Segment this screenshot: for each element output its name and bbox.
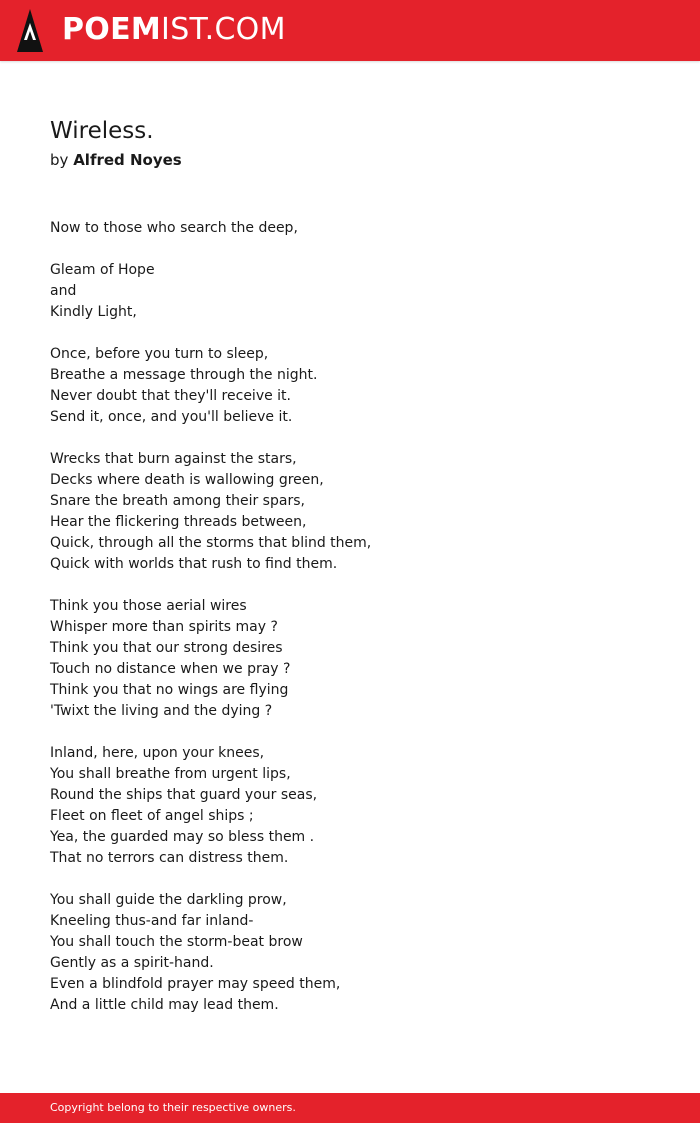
poem-stanza [50, 890, 670, 1016]
poem-line: Gleam of Hope [50, 262, 155, 278]
poem-line: Hear the flickering threads between, [50, 514, 307, 530]
byline [50, 148, 650, 172]
by-label: by [50, 151, 69, 169]
poem-body [50, 218, 670, 1037]
poem-line: Gently as a spirit-hand. [50, 955, 214, 971]
poem-line: Breathe a message through the night. [50, 367, 318, 383]
poem-line: Fleet on fleet of angel ships ; [50, 808, 254, 824]
poem-stanza [50, 218, 670, 239]
poem-line: Never doubt that they'll receive it. [50, 388, 292, 404]
poem-line: Think you that no wings are flying [50, 682, 289, 698]
poem-header [50, 117, 650, 172]
poem-line: Whisper more than spirits may ? [50, 619, 278, 635]
site-logo[interactable] [62, 12, 286, 48]
poem-line: Round the ships that guard your seas, [50, 787, 318, 803]
poem-line: Once, before you turn to sleep, [50, 346, 269, 362]
poem-line: Think you that our strong desires [50, 640, 283, 656]
logo-light-text: IST.COM [161, 12, 286, 47]
poem-line: You shall touch the storm-beat brow [50, 934, 303, 950]
poem-line: Kneeling thus-and far inland- [50, 913, 254, 929]
site-footer [0, 1093, 700, 1123]
poem-stanza [50, 344, 670, 428]
poem-line: Now to those who search the deep, [50, 220, 298, 236]
poem-title: Wireless. [50, 118, 154, 144]
poem-line: Touch no distance when we pray ? [50, 661, 291, 677]
author-name: Alfred Noyes [73, 151, 182, 169]
site-header [0, 0, 700, 61]
poem-line: Inland, here, upon your knees, [50, 745, 265, 761]
poem-line: You shall breathe from urgent lips, [50, 766, 291, 782]
copyright-text: Copyright belong to their respective owners. [50, 1101, 296, 1114]
logo-bold-text: POEM [62, 12, 162, 47]
poem-line: You shall guide the darkling prow, [50, 892, 287, 908]
poem-stanza [50, 449, 670, 575]
poem-line: Think you those aerial wires [50, 598, 247, 614]
poem-line: Send it, once, and you'll believe it. [50, 409, 293, 425]
poem-stanza [50, 596, 670, 722]
poem-line: Wrecks that burn against the stars, [50, 451, 297, 467]
poem-line: Even a blindfold prayer may speed them, [50, 976, 341, 992]
poem-line: Decks where death is wallowing green, [50, 472, 324, 488]
poem-line: and [50, 283, 77, 299]
pen-nib-icon[interactable] [17, 9, 43, 52]
poem-line: Quick with worlds that rush to find them. [50, 556, 338, 572]
poem-line: Yea, the guarded may so bless them . [50, 829, 315, 845]
poem-line: 'Twixt the living and the dying ? [50, 703, 273, 719]
poem-line: Quick, through all the storms that blind them, [50, 535, 372, 551]
poem-line: That no terrors can distress them. [50, 850, 289, 866]
poem-line: Snare the breath among their spars, [50, 493, 305, 509]
poem-stanza [50, 260, 670, 323]
poem-stanza [50, 743, 670, 869]
poem-line: Kindly Light, [50, 304, 137, 320]
poem-line: And a little child may lead them. [50, 997, 279, 1013]
